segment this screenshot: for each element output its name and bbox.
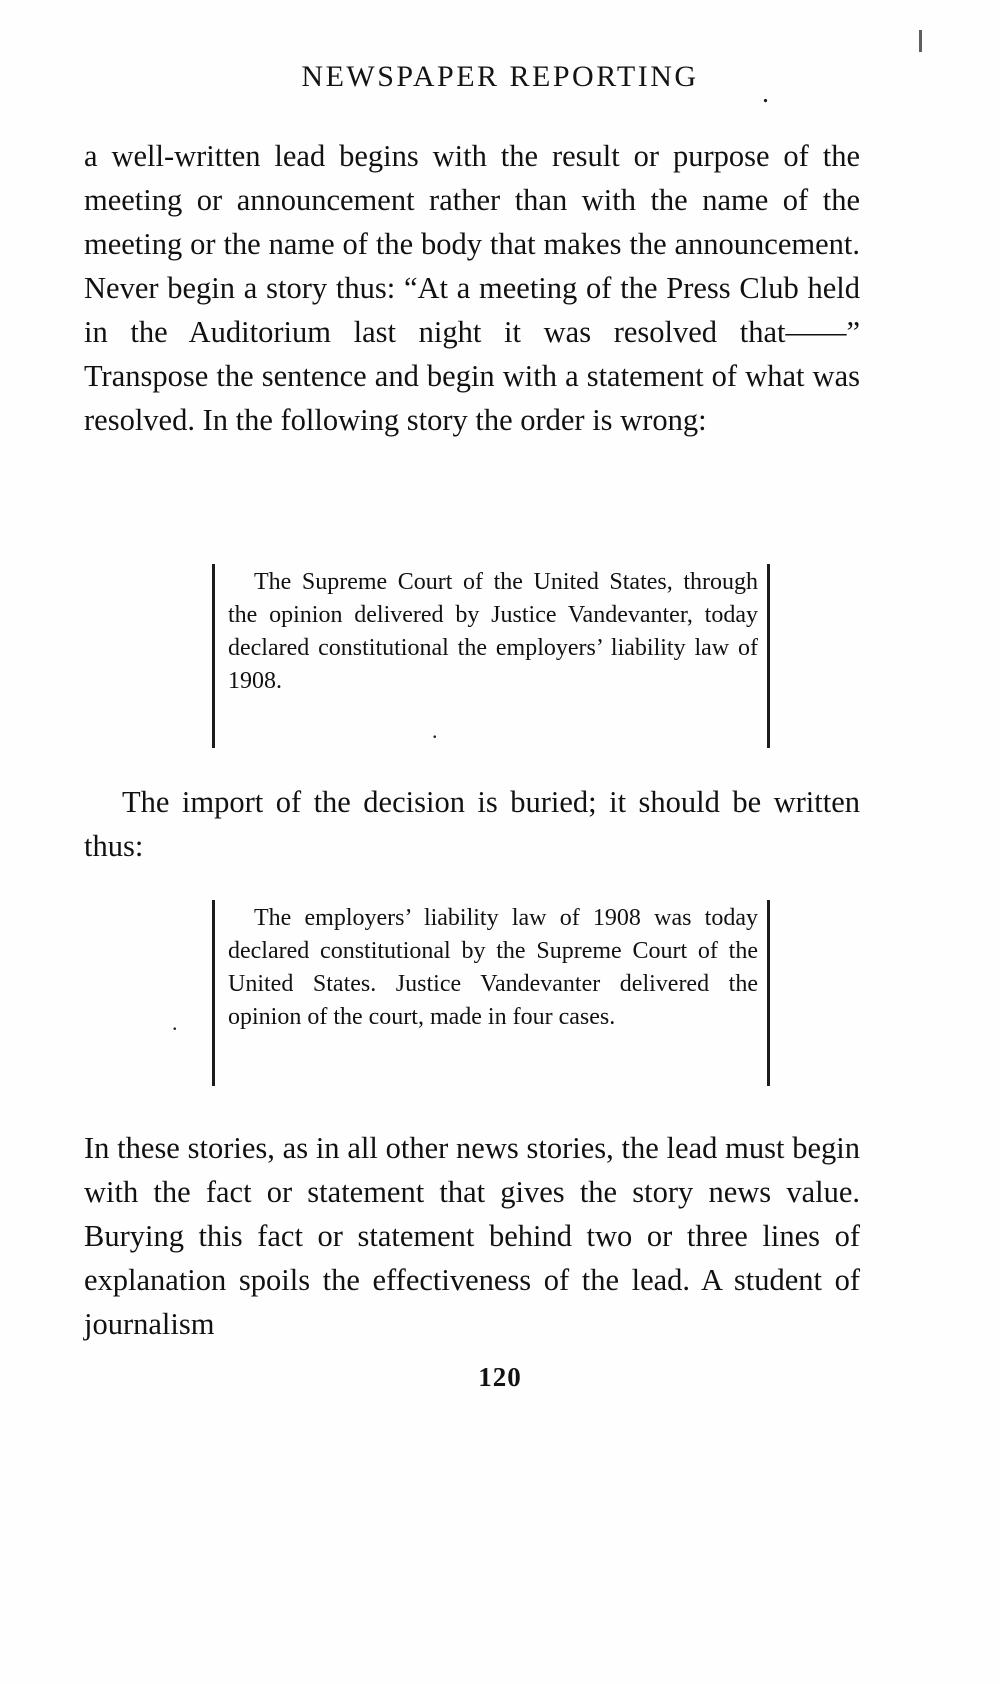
- page-number: 120: [478, 1362, 522, 1392]
- quotation-block-1: [212, 562, 770, 762]
- quote-rule-right: [767, 900, 770, 1086]
- quotation-block-2: [212, 898, 770, 1100]
- quote-rule-right: [767, 564, 770, 748]
- running-head: NEWSPAPER REPORTING: [301, 60, 699, 93]
- quotation-text-2: The employers’ liability law of 1908 was today declared constitutional by the Supreme Court of the United States. Justice Vandevanter delivered the opinion of the court, made in four cases.: [228, 905, 758, 1030]
- body-paragraph-2: The import of the decision is buried; it should be written thus:: [84, 785, 860, 863]
- body-paragraph-3: In these stories, as in all other news stories, the lead must begin with the fact or statement that gives the story news value. Burying this fact or statement behind two or three lines of explanation spoils the effectiveness of the lead. A student of journalism: [84, 1131, 860, 1341]
- running-head-dot: .: [762, 78, 769, 109]
- page-edge-mark: [919, 30, 922, 52]
- quote-rule-left: [212, 564, 215, 748]
- stray-mark-2: .: [172, 1010, 178, 1035]
- stray-mark-1: .: [432, 718, 438, 743]
- quotation-text-1: The Supreme Court of the United States, through the opinion delivered by Justice Vandevanter, today declared constitutional the employers’ liability law of 1908.: [228, 569, 758, 694]
- quote-rule-left: [212, 900, 215, 1086]
- body-paragraph-1: a well-written lead begins with the result or purpose of the meeting or announcement rather than with the name of the meeting or the name of the body that makes the announcement. Never begin a story thus: “At a meeting of the Press Club held in the Auditorium last night it was resolved that——” Transpose the sentence and begin with a statement of what was resolved. In the following story the order is wrong:: [84, 139, 860, 437]
